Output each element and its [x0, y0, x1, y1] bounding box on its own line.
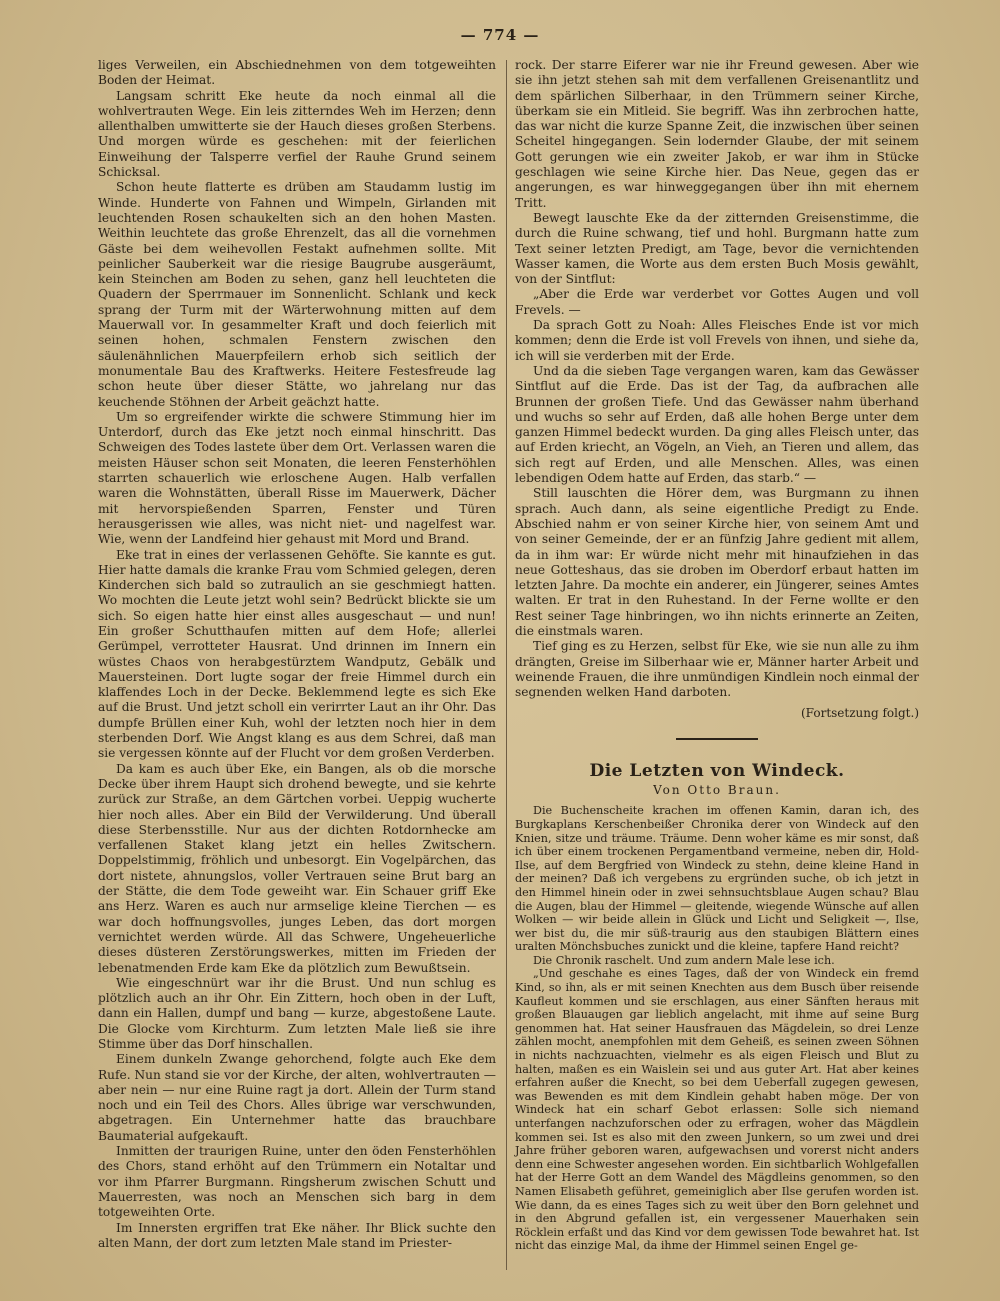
paragraph: Eke trat in eines der verlassenen Gehöfte. Sie kannte es gut. Hier hatte damals die kranke Frau vom Schmied gelegen, deren Kinderchen sich bald so zutraulich an sie geschmiegt hatten. Wo mochten die Leute jetzt wohl sein? Bedrückt blickte sie um sich. So eigen hatte hier einst alles ausgeschaut — und nun! Ein großer Schutthaufen mitten auf dem Hofe; allerlei Gerümpel, verrotteter Hausrat. Und drinnen im Innern ein wüstes Chaos von herabgestürztem Wandputz, Gebälk und Mauersteinen. Dort lugte sogar der freie Himmel durch ein klaffendes Loch in der Decke. Beklemmend legte es sich Eke auf die Brust. Und jetzt scholl ein verirrter Laut an ihr Ohr. Das dumpfe Brüllen einer Kuh, wohl der letzten noch hier in dem sterbenden Dorf. Wie Angst klang es aus dem Schrei, daß man sie vergessen könnte auf der Flucht vor dem großen Verderben.	[98, 547, 496, 761]
paragraph: Inmitten der traurigen Ruine, unter den öden Fensterhöhlen des Chors, stand erhöht auf den Trümmern ein Notaltar und vor ihm Pfarrer Burgmann. Ringsherum zwischen Schutt und Mauerresten, was noch an Menschen sich barg in dem totgeweihten Orte.	[98, 1144, 496, 1220]
story-byline: Von Otto Braun.	[653, 783, 781, 798]
paragraph: Schon heute flatterte es drüben am Staudamm lustig im Winde. Hunderte von Fahnen und Wimpeln, Girlanden mit leuchtenden Rosen schaukelten sich an den hohen Masten. Weithin leuchtete das große Ehrenzelt, das all die vornehmen Gäste bei dem weihevollen Festakt aufnehmen sollte. Mit peinlicher Sauberkeit war die riesige Baugrube ausgeräumt, kein Steinchen am Boden zu sehen, ganz hell leuchteten die Quadern der Sperrmauer im Sonnenlicht. Schlank und keck sprang der Turm mit der Wärterwohnung mitten auf dem Mauerwall vor. In gesammelter Kraft und doch feierlich mit seinen hohen, schmalen Fenstern zwischen den säulenähnlichen Mauerpfeilern erhob sich seitlich der monumentale Bau des Kraftwerks. Heitere Festesfreude lag schon heute über dieser Stätte, wo jahrelang nur das keuchende Stöhnen der Arbeit geächzt hatte.	[98, 180, 496, 409]
section-divider	[676, 738, 758, 740]
paragraph: Die Buchenscheite krachen im offenen Kamin, daran ich, des Burgkaplans Kerschenbeißer Chronika derer von Windeck auf den Knien, sitze und träume. Träume. Denn woher käme es mir sonst, daß ich über einem trockenen Pergamentband vermeine, neben dir, Hold-Ilse, auf dem Bergfried von Windeck zu stehn, deine kleine Hand in der meinen? Daß ich vergebens zu ergründen suche, ob ich jetzt in den Himmel hinein oder in zwei sehnsuchtsblaue Augen schau? Blau die Augen, blau der Himmel — gleitende, wiegende Wünsche auf allen Wolken — wir beide allein in Glück und Licht und Seligkeit —, Ilse, wer bist du, die mir süß-traurig aus den staubigen Blättern eines uralten Mönchsbuches zunickt und die kleine, tapfere Hand reicht?	[515, 804, 919, 954]
paragraph: „Und geschahe es eines Tages, daß der von Windeck ein fremd Kind, so ihn, als er mit seinen Knechten aus dem Busch über reisende Kaufleut kommen und sie erschlagen, aus einer Sänften heraus mit großen Blauaugen gar lieblich angelacht, mit ihme auf seine Burg genommen hat. Hat seiner Hausfrauen das Mägdelein, so drei Lenze zählen mocht, anempfohlen mit dem Geheiß, es seinen zween Söhnen in nichts nachzuachten, vielmehr es als eigen Fleisch und Blut zu halten, maßen es ein Waislein sei und aus guter Art. Hat aber keines erfahren außer die Knecht, so bei dem Ueberfall zugegen gewesen, was Bewenden es mit dem Kindlein gehabt haben möge. Der von Windeck hat ein scharf Gebot erlassen: Solle sich niemand unterfangen nachzuforschen oder zu erfragen, woher das Mägdlein kommen sei. Ist es also mit den zween Junkern, so um zwei und drei Jahre früher geboren waren, aufgewachsen und vorerst nicht anders denn eine Schwester angesehen worden. Ein sichtbarlich Wohlgefallen hat der Herre Gott an dem Wandel des Mägdleins genommen, so den Namen Elisabeth geführet, gemeiniglich aber Ilse gerufen worden ist. Wie dann, da es eines Tages sich zu weit über den Born gelehnet und in den Abgrund gefallen ist, ein vergessener Mauerhaken sein Röcklein erfaßt und das Kind vor dem gewissen Tode bewahret hat. Ist nicht das einzige Mal, da ihme der Himmel seinen Engel ge-	[515, 967, 919, 1253]
continuation-note: (Fortsetzung folgt.)	[801, 706, 919, 721]
paragraph: Um so ergreifender wirkte die schwere Stimmung hier im Unterdorf, durch das Eke jetzt noch einmal hinschritt. Das Schweigen des Todes lastete über dem Ort. Verlassen waren die meisten Häuser schon seit Monaten, die leeren Fensterhöhlen starrten schauerlich wie erloschene Augen. Halb verfallen waren die Wohnstätten, überall Risse im Mauerwerk, Dächer mit hervorspießenden Sparren, Fenster und Türen herausgerissen wie alles, was nicht niet- und nagelfest war. Wie, wenn der Landfeind hier gehaust mit Mord und Brand.	[98, 409, 496, 547]
paragraph: Im Innersten ergriffen trat Eke näher. Ihr Blick suchte den alten Mann, der dort zum letzten Male stand im Priester-	[98, 1220, 496, 1250]
paragraph: Tief ging es zu Herzen, selbst für Eke, wie sie nun alle zu ihm drängten, Greise im Silberhaar wie er, Männer harter Arbeit und weinende Frauen, die ihre unmündigen Kindlein noch einmal der segnenden welken Hand darboten.	[515, 639, 919, 700]
paragraph: Und da die sieben Tage vergangen waren, kam das Gewässer Sintflut auf die Erde. Das ist der Tag, da aufbrachen alle Brunnen der großen Tiefe. Und das Gewässer nahm überhand und wuchs so sehr auf Erden, daß alle hohen Berge unter dem ganzen Himmel bedeckt wurden. Da ging alles Fleisch unter, das auf Erden kriecht, an Vögeln, an Vieh, an Tieren und allem, das sich regt auf Erden, und alle Menschen. Alles, was einen lebendigen Odem hatte auf Erden, das starb.“ —	[515, 363, 919, 486]
story-body	[515, 804, 919, 1253]
left-column	[98, 58, 496, 1251]
paragraph: Da kam es auch über Eke, ein Bangen, als ob die morsche Decke über ihrem Haupt sich drohend bewegte, und sie kehrte zurück zur Straße, an dem Gärtchen vorbei. Ueppig wucherte hier noch alles. Aber ein Bild der Verwilderung. Und überall diese Sterbensstille. Nur aus der dichten Rotdornhecke am verfallenen Staket klang jetzt ein helles Zwitschern. Doppelstimmig, fröhlich und unbesorgt. Ein Vogelpärchen, das dort nistete, ahnungslos, voller Vertrauen seine Brut barg an der Stätte, die dem Tode geweiht war. Ein Schauer griff Eke ans Herz. Waren es auch nur armselige kleine Tierchen — es war doch hoffnungsvolles, junges Leben, das dort morgen vernichtet werden würde. All das Schwere, Ungeheuerliche dieses düsteren Zerstörungswerkes, mitten im Frieden der lebenatmenden Erde kam Eke da plötzlich zum Bewußtsein.	[98, 761, 496, 975]
paragraph: liges Verweilen, ein Abschiednehmen von dem totgeweihten Boden der Heimat.	[98, 58, 496, 88]
column-divider	[506, 60, 507, 1270]
paragraph: Die Chronik raschelt. Und zum andern Male lese ich.	[533, 953, 835, 967]
paragraph: Da sprach Gott zu Noah: Alles Fleisches Ende ist vor mich kommen; denn die Erde ist voll Frevels von ihnen, und siehe da, ich will sie verderben mit der Erde.	[515, 318, 919, 363]
paragraph: Einem dunkeln Zwange gehorchend, folgte auch Eke dem Rufe. Nun stand sie vor der Kirche, der alten, wohlvertrauten — aber nein — nur eine Ruine ragt ja dort. Allein der Turm stand noch und ein Teil des Chors. Alles übrige war verschwunden, abgetragen. Ein Unternehmer hatte das brauchbare Baumaterial aufgekauft.	[98, 1052, 496, 1143]
story-title: Die Letzten von Windeck.	[589, 760, 845, 781]
paragraph: Langsam schritt Eke heute da noch einmal all die wohlvertrauten Wege. Ein leis zitterndes Weh im Herzen; denn allenthalben umwitterte sie der Hauch dieses großen Sterbens. Und morgen würde es geschehen: mit der feierlichen Einweihung der Talsperre verfiel der Rauhe Grund seinem Schicksal.	[98, 88, 496, 180]
right-column	[515, 58, 919, 1253]
paragraph: Wie eingeschnürt war ihr die Brust. Und nun schlug es plötzlich auch an ihr Ohr. Ein Zittern, hoch oben in der Luft, dann ein Hallen, dumpf und bang — kurze, abgestoßene Laute. Die Glocke vom Kirchturm. Zum letzten Male ließ sie ihre Stimme über das Dorf hinschallen.	[98, 975, 496, 1051]
paragraph: Still lauschten die Hörer dem, was Burgmann zu ihnen sprach. Auch dann, als seine eigentliche Predigt zu Ende. Abschied nahm er von seiner Kirche hier, von seinem Amt und von seiner Gemeinde, der er an fünfzig Jahre gedient mit allem, da in ihm war: Er würde nicht mehr mit hinaufziehen in das neue Gotteshaus, das sie droben im Oberdorf erbaut hatten im letzten Jahre. Da mochte ein anderer, ein Jüngerer, seines Amtes walten. Er trat in den Ruhestand. In der Ferne wollte er den Rest seiner Tage hinbringen, wo ihn nichts erinnerte an Zeiten, die einstmals waren.	[515, 486, 919, 638]
page-number: — 774 —	[460, 26, 540, 44]
paragraph: Bewegt lauschte Eke da der zitternden Greisenstimme, die durch die Ruine schwang, tief und hohl. Burgmann hatte zum Text seiner letzten Predigt, am Tage, bevor die vernichtenden Wasser kamen, die Worte aus dem ersten Buch Mosis gewählt, von der Sintflut:	[515, 210, 919, 287]
paragraph: rock. Der starre Eiferer war nie ihr Freund gewesen. Aber wie sie ihn jetzt stehen sah mit dem verfallenen Greisenantlitz und dem spärlichen Silberhaar, in den Trümmern seiner Kirche, überkam sie ein Mitleid. Sie begriff. Was ihn zerbrochen hatte, das war nicht die kurze Spanne Zeit, die inzwischen über seinen Scheitel hingegangen. Sein lodernder Glaube, der mit seinem Gott gerungen wie ein zweiter Jakob, er war ihm in Stücke geschlagen wie seine Kirche hier. Das Neue, gegen das er angerungen, es war hinweggegangen über ihn mit ehernem Tritt.	[515, 58, 919, 210]
paragraph: „Aber die Erde war verderbet vor Gottes Augen und voll Frevels. —	[515, 287, 919, 317]
